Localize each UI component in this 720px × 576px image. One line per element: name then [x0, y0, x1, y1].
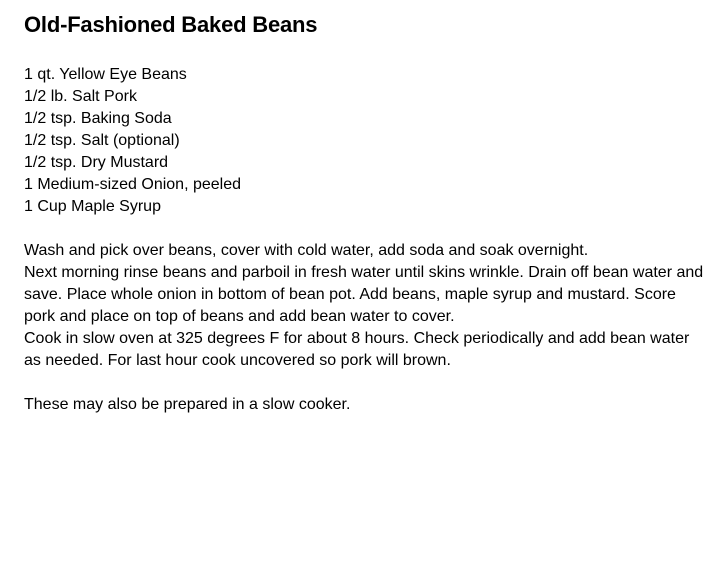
- directions: [24, 240, 704, 372]
- ingredient-item: 1/2 tsp. Dry Mustard: [24, 154, 169, 171]
- recipe-title: Old-Fashioned Baked Beans: [24, 12, 318, 37]
- slow-cooker-note: These may also be prepared in a slow cooker.: [24, 396, 351, 413]
- direction-step: Cook in slow oven at 325 degrees F for about 8 hours. Check periodically and add bean water as needed. For last hour cook uncovered so pork will brown.: [24, 330, 690, 369]
- recipe-document: [24, 10, 704, 416]
- direction-step: Next morning rinse beans and parboil in fresh water until skins wrinkle. Drain off bean water and save. Place whole onion in bottom of bean pot. Add beans, maple syrup and mustard. Score pork and place on top of beans and add bean water to cover.: [24, 264, 704, 325]
- ingredient-item: 1 qt. Yellow Eye Beans: [24, 66, 187, 83]
- ingredient-list: [24, 64, 704, 218]
- ingredient-item: 1 Cup Maple Syrup: [24, 198, 161, 215]
- ingredient-item: 1/2 tsp. Salt (optional): [24, 132, 180, 149]
- ingredient-item: 1 Medium-sized Onion, peeled: [24, 176, 242, 193]
- ingredient-item: 1/2 tsp. Baking Soda: [24, 110, 172, 127]
- ingredient-item: 1/2 lb. Salt Pork: [24, 88, 137, 105]
- direction-step: Wash and pick over beans, cover with cold water, add soda and soak overnight.: [24, 242, 589, 259]
